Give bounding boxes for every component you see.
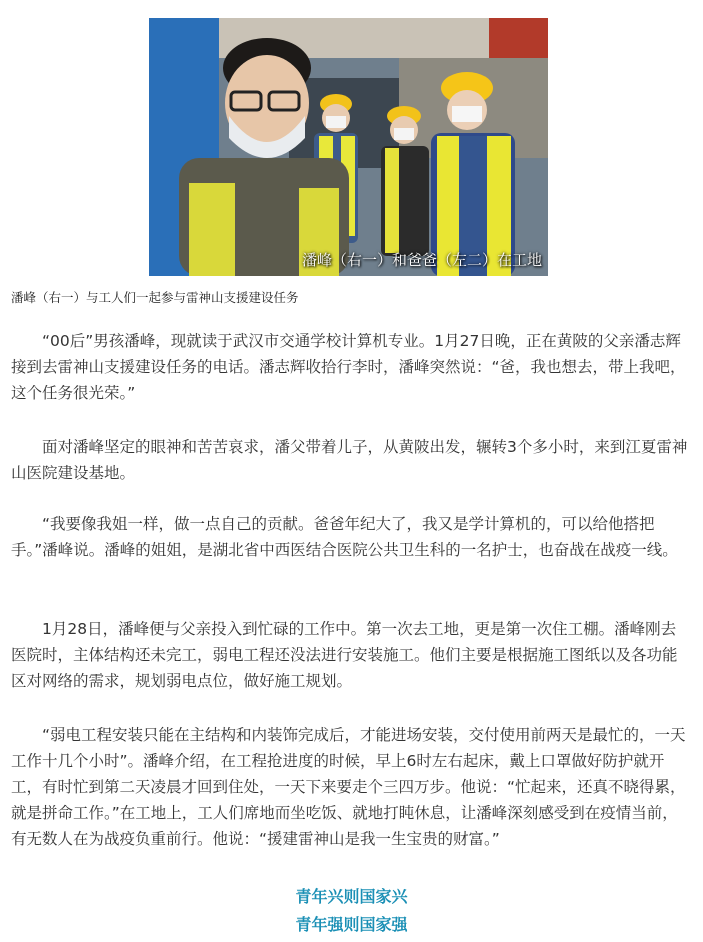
article-paragraph: “我要像我姐一样，做一点自己的贡献。爸爸年纪大了，我又是学计算机的，可以给他搭把手。”潘峰说。潘峰的姐姐，是湖北省中西医结合医院公共卫生科的一名护士，也奋战在战疫一线。	[11, 515, 678, 559]
news-photo	[149, 18, 548, 276]
article-paragraph: “弱电工程安装只能在主结构和内装饰完成后，才能进场安装，交付使用前两天是最忙的，一天工作十几个小时”。潘峰介绍，在工程抢进度的时候，早上6时左右起床，戴上口罩做好防护就开工，有时忙到第二天凌晨才回到住处，一天下来要走个三四万步。他说：“忙起来，还真不晓得累，就是拼命工作。”在工地上，工人们席地而坐吃饭、就地打盹休息，让潘峰深刻感受到在疫情当前，有无数人在为战疫负重前行。他说：“援建雷神山是我一生宝贵的财富。”	[11, 726, 686, 848]
photo-caption: 潘峰（右一）与工人们一起参与雷神山支援建设任务	[11, 290, 299, 305]
photo-overlay-caption: 潘峰（右一）和爸爸（左二）在工地	[301, 251, 542, 269]
article-paragraph: “00后”男孩潘峰，现就读于武汉市交通学校计算机专业。1月27日晚，正在黄陂的父亲潘志辉接到去雷神山支援建设任务的电话。潘志辉收拾行李时，潘峰突然说：“爸，我也想去，带上我吧，这个任务很光荣。”	[11, 332, 686, 402]
article-paragraph: 面对潘峰坚定的眼神和苦苦哀求，潘父带着儿子，从黄陂出发，辗转3个多小时，来到江夏雷神山医院建设基地。	[11, 438, 688, 482]
slogan-line-2: 青年强则国家强	[295, 915, 408, 934]
slogan-line-1: 青年兴则国家兴	[295, 887, 408, 906]
news-photo-illustration	[149, 18, 548, 276]
article-paragraph: 1月28日，潘峰便与父亲投入到忙碌的工作中。第一次去工地，更是第一次住工棚。潘峰刚去医院时，主体结构还未完工，弱电工程还没法进行安装施工。他们主要是根据施工图纸以及各功能区对网络的需求，规划弱电点位，做好施工规划。	[11, 620, 678, 690]
